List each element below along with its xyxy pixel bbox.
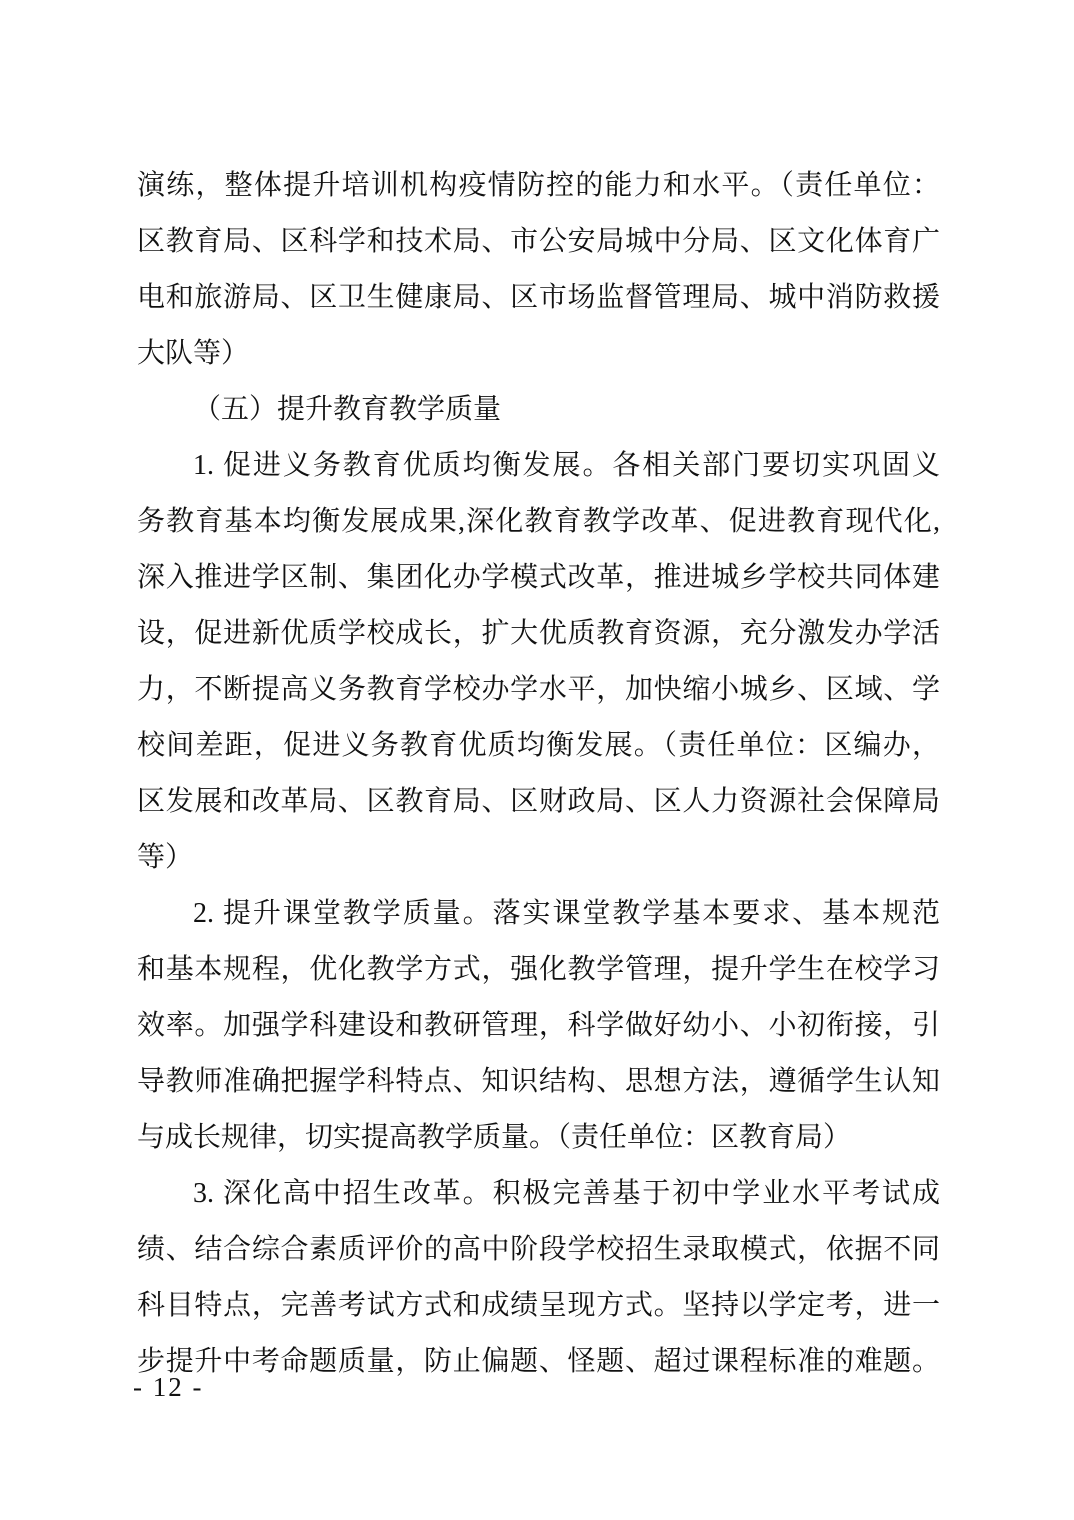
text-line: 大队等） — [137, 338, 250, 369]
text-line: 校间差距，促进义务教育优质均衡发展。（责任单位：区编办， — [137, 730, 940, 761]
text-line: 和基本规程，优化教学方式，强化教学管理，提升学生在校学习 — [137, 954, 940, 985]
text-line: 与成长规律，切实提高教学质量。（责任单位：区教育局） — [137, 1122, 852, 1153]
text-line: 1. 促进义务教育优质均衡发展。各相关部门要切实巩固义 — [193, 450, 940, 481]
text-line: 深入推进学区制、集团化办学模式改革，推进城乡学校共同体建 — [137, 562, 940, 593]
text-line: 科目特点，完善考试方式和成绩呈现方式。坚持以学定考，进一 — [137, 1290, 940, 1321]
text-line: 设，促进新优质学校成长，扩大优质教育资源，充分激发办学活 — [137, 618, 940, 649]
page-number: - 12 - — [133, 1372, 204, 1402]
text-line: 绩、结合综合素质评价的高中阶段学校招生录取模式，依据不同 — [137, 1234, 940, 1265]
text-line: 演练，整体提升培训机构疫情防控的能力和水平。（责任单位： — [137, 170, 940, 201]
text-line: 导教师准确把握学科特点、知识结构、思想方法，遵循学生认知 — [137, 1066, 940, 1097]
text-line: 等） — [137, 842, 194, 873]
text-line: 3. 深化高中招生改革。积极完善基于初中学业水平考试成 — [193, 1178, 940, 1209]
text-line: 2. 提升课堂教学质量。落实课堂教学基本要求、基本规范 — [193, 898, 940, 929]
document-body — [137, 158, 940, 1390]
section-heading: （五）提升教育教学质量 — [193, 394, 502, 425]
text-line: 务教育基本均衡发展成果,深化教育教学改革、促进教育现代化, — [137, 506, 940, 537]
text-line: 步提升中考命题质量，防止偏题、怪题、超过课程标准的难题。 — [137, 1346, 940, 1377]
text-line: 力，不断提高义务教育学校办学水平，加快缩小城乡、区域、学 — [137, 674, 940, 705]
text-line: 电和旅游局、区卫生健康局、区市场监督管理局、城中消防救援 — [137, 282, 940, 313]
text-line: 区教育局、区科学和技术局、市公安局城中分局、区文化体育广 — [137, 226, 940, 257]
text-line: 效率。加强学科建设和教研管理，科学做好幼小、小初衔接，引 — [137, 1010, 940, 1041]
text-line: 区发展和改革局、区教育局、区财政局、区人力资源社会保障局 — [137, 786, 940, 817]
